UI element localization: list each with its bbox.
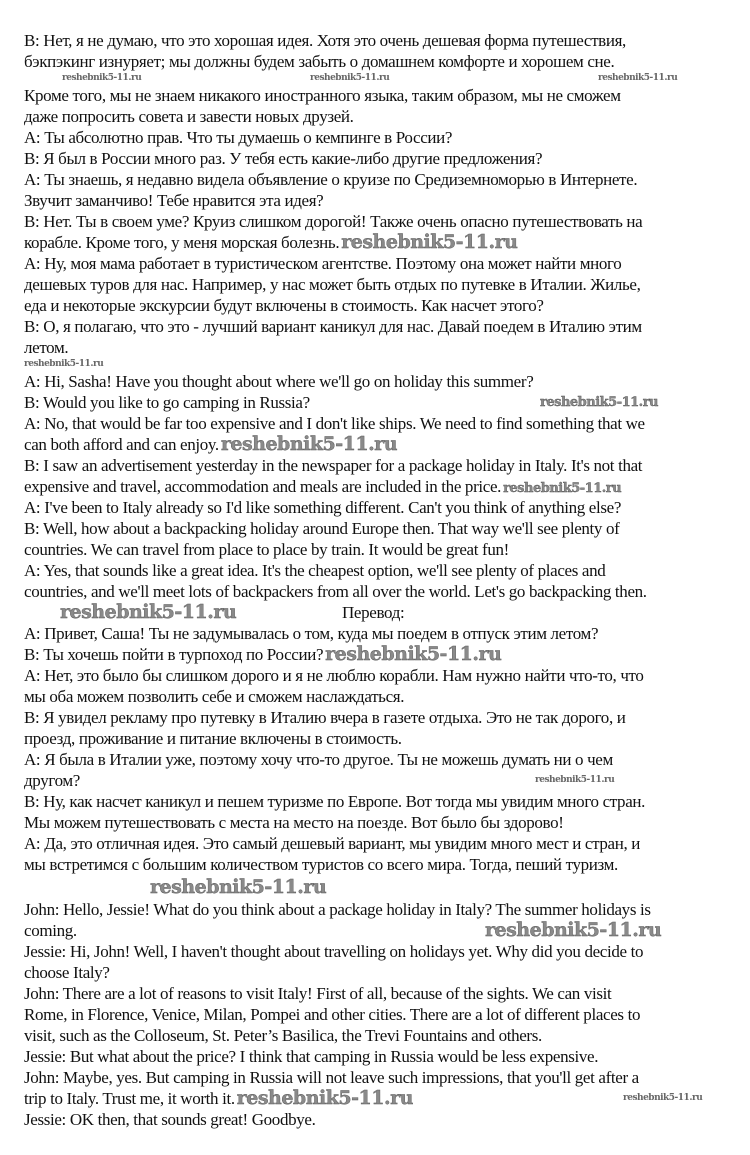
text-line: countries, and we'll meet lots of backpackers from all over the world. Let's go backpacking then.: [24, 582, 647, 601]
text-line: дешевых туров для нас. Например, у нас может быть отдых по путевке в Италии. Жилье,: [24, 275, 641, 294]
text-line: A: Я была в Италии уже, поэтому хочу что-то другое. Ты не можешь думать ни о чем: [24, 750, 613, 769]
watermark: reshebnik5-11.ru: [62, 73, 142, 83]
text-line: B: О, я полагаю, что это - лучший вариант каникул для нас. Давай поедем в Италию этим: [24, 317, 642, 336]
text-row: [0, 127, 750, 148]
text-line: мы встретимся с большим количеством туристов со всего мира. Тогда, пеший туризм.: [24, 855, 618, 874]
text-line: trip to Italy. Trust me, it worth it.: [24, 1089, 235, 1108]
text-row: [0, 392, 750, 413]
watermark: reshebnik5-11.ru: [310, 73, 390, 83]
text-line: B: Would you like to go camping in Russia?: [24, 393, 310, 412]
watermark: reshebnik5-11.ru: [60, 601, 237, 623]
watermark: reshebnik5-11.ru: [485, 919, 662, 941]
text-line: A: I've been to Italy already so I'd like something different. Can't you think of anything else?: [24, 498, 622, 517]
text-line: Jessie: OK then, that sounds great! Goodbye.: [24, 1110, 316, 1129]
text-line: B: Нет, я не думаю, что это хорошая идея. Хотя это очень дешевая форма путешествия,: [24, 31, 626, 50]
text-row: [0, 497, 750, 518]
text-row: [0, 518, 750, 539]
text-row: [0, 337, 750, 358]
text-line: visit, such as the Colloseum, St. Peter’s Basilica, the Trevi Fountains and others.: [24, 1026, 542, 1045]
text-line: еда и некоторые экскурсии будут включены в стоимость. Как насчет этого?: [24, 296, 544, 315]
text-line: B: Я увидел рекламу про путевку в Италию вчера в газете отдыха. Это не так дорого, и: [24, 708, 626, 727]
text-line: Jessie: Hi, John! Well, I haven't thought about travelling on holidays yet. Why did you decide to: [24, 942, 644, 961]
text-row: [0, 899, 750, 920]
text-row: [0, 106, 750, 127]
text-row: [0, 413, 750, 434]
text-row: [0, 854, 750, 875]
text-row: [0, 253, 750, 274]
text-line: корабле. Кроме того, у меня морская болезнь.: [24, 233, 340, 252]
text-row: [0, 539, 750, 560]
text-row: [0, 686, 750, 707]
text-line: A: Нет, это было бы слишком дорого и я не люблю корабли. Нам нужно найти что-то, что: [24, 666, 644, 685]
watermark: reshebnik5-11.ru: [341, 231, 518, 253]
text-line: другом?: [24, 771, 81, 790]
text-row: [0, 581, 750, 602]
text-row: [0, 1025, 750, 1046]
text-line: A: Hi, Sasha! Have you thought about where we'll go on holiday this summer?: [24, 372, 534, 391]
text-row: [0, 232, 750, 253]
text-line: A: No, that would be far too expensive and I don't like ships. We need to find something that we: [24, 414, 645, 433]
text-line: A: Ты знаешь, я недавно видела объявление о круизе по Средиземноморью в Интернете.: [24, 170, 638, 189]
text-line: Звучит заманчиво! Тебе нравится эта идея?: [24, 191, 324, 210]
text-row: [0, 455, 750, 476]
watermark: reshebnik5-11.ru: [24, 359, 104, 369]
watermark-row: [0, 875, 750, 899]
text-row: [0, 85, 750, 106]
text-line: Кроме того, мы не знаем никакого иностранного языка, таким образом, мы не сможем: [24, 86, 621, 105]
text-line: B: Well, how about a backpacking holiday around Europe then. That way we'll see plenty of: [24, 519, 620, 538]
text-row: [0, 1046, 750, 1067]
text-line: Мы можем путешествовать с места на место на поезде. Вот было бы здорово!: [24, 813, 564, 832]
document-page: [0, 30, 750, 1130]
text-row: [0, 316, 750, 337]
watermark: reshebnik5-11.ru: [503, 481, 622, 496]
text-line: coming.: [24, 921, 77, 940]
text-line: B: Я был в России много раз. У тебя есть какие-либо другие предложения?: [24, 149, 543, 168]
text-line: Jessie: But what about the price? I think that camping in Russia would be less expensive.: [24, 1047, 599, 1066]
text-row: [0, 623, 750, 644]
text-row: [0, 644, 750, 665]
watermark: reshebnik5-11.ru: [535, 775, 615, 785]
watermark: reshebnik5-11.ru: [220, 433, 398, 455]
text-row: [0, 602, 750, 623]
text-row: [0, 983, 750, 1004]
text-row: [0, 812, 750, 833]
text-line: A: Да, это отличная идея. Это самый дешевый вариант, мы увидим много мест и стран, и: [24, 834, 641, 853]
watermark-row: [0, 72, 750, 85]
text-row: [0, 560, 750, 581]
text-row: [0, 190, 750, 211]
watermark: reshebnik5-11.ru: [623, 1093, 703, 1103]
text-row: [0, 941, 750, 962]
text-row: [0, 476, 750, 497]
text-line: мы оба можем позволить себе и сможем наслаждаться.: [24, 687, 405, 706]
text-line: даже попросить совета и завести новых друзей.: [24, 107, 354, 126]
text-row: [0, 169, 750, 190]
text-line: John: Maybe, yes. But camping in Russia will not leave such impressions, that you'll get after a: [24, 1068, 639, 1087]
watermark: reshebnik5-11.ru: [236, 1087, 413, 1109]
watermark: reshebnik5-11.ru: [540, 395, 659, 410]
text-line: B: Ты хочешь пойти в турпоход по России?: [24, 645, 324, 664]
text-row: [0, 1088, 750, 1109]
text-row: [0, 791, 750, 812]
text-line: John: Hello, Jessie! What do you think about a package holiday in Italy? The summer holidays is: [24, 900, 651, 919]
text-row: [0, 1004, 750, 1025]
text-row: [0, 274, 750, 295]
text-row: [0, 962, 750, 983]
text-row: [0, 434, 750, 455]
text-row: [0, 665, 750, 686]
text-row: [0, 1109, 750, 1130]
text-row: [0, 371, 750, 392]
text-line: A: Ну, моя мама работает в туристическом агентстве. Поэтому она может найти много: [24, 254, 622, 273]
text-line: A: Привет, Саша! Ты не задумывалась о том, куда мы поедем в отпуск этим летом?: [24, 624, 599, 643]
text-line: B: Нет. Ты в своем уме? Круиз слишком дорогой! Также очень опасно путешествовать на: [24, 212, 643, 231]
text-row: [0, 1067, 750, 1088]
watermark-row: [0, 358, 750, 371]
text-row: [0, 833, 750, 854]
text-row: [0, 30, 750, 51]
text-row: [0, 749, 750, 770]
watermark: reshebnik5-11.ru: [325, 643, 502, 665]
text-line: B: I saw an advertisement yesterday in the newspaper for a package holiday in Italy. It's not that: [24, 456, 643, 475]
text-row: [0, 51, 750, 72]
text-line: A: Ты абсолютно прав. Что ты думаешь о кемпинге в России?: [24, 128, 453, 147]
text-line: expensive and travel, accommodation and meals are included in the price.: [24, 477, 502, 496]
watermark: reshebnik5-11.ru: [150, 876, 327, 898]
text-row: [0, 728, 750, 749]
text-line: летом.: [24, 338, 69, 357]
text-line: Rome, in Florence, Venice, Milan, Pompei and other cities. There are a lot of different places to: [24, 1005, 641, 1024]
text-row: [0, 295, 750, 316]
text-line: John: There are a lot of reasons to visit Italy! First of all, because of the sights. We can visit: [24, 984, 612, 1003]
text-row: [0, 707, 750, 728]
text-row: [0, 148, 750, 169]
text-row: [0, 920, 750, 941]
text-line: B: Ну, как насчет каникул и пешем туризме по Европе. Вот тогда мы увидим много стран.: [24, 792, 646, 811]
text-line: бэкпэкинг изнуряет; мы должны будем забыть о домашнем комфорте и хорошем сне.: [24, 52, 615, 71]
text-line: A: Yes, that sounds like a great idea. It's the cheapest option, we'll see plenty of places and: [24, 561, 606, 580]
text-row: [0, 770, 750, 791]
text-line: choose Italy?: [24, 963, 110, 982]
text-line: проезд, проживание и питание включены в стоимость.: [24, 729, 402, 748]
text-line: countries. We can travel from place to place by train. It would be great fun!: [24, 540, 509, 559]
text-line: can both afford and can enjoy.: [24, 435, 219, 454]
translation-heading: Перевод:: [342, 603, 405, 622]
text-row: [0, 211, 750, 232]
watermark: reshebnik5-11.ru: [598, 73, 678, 83]
